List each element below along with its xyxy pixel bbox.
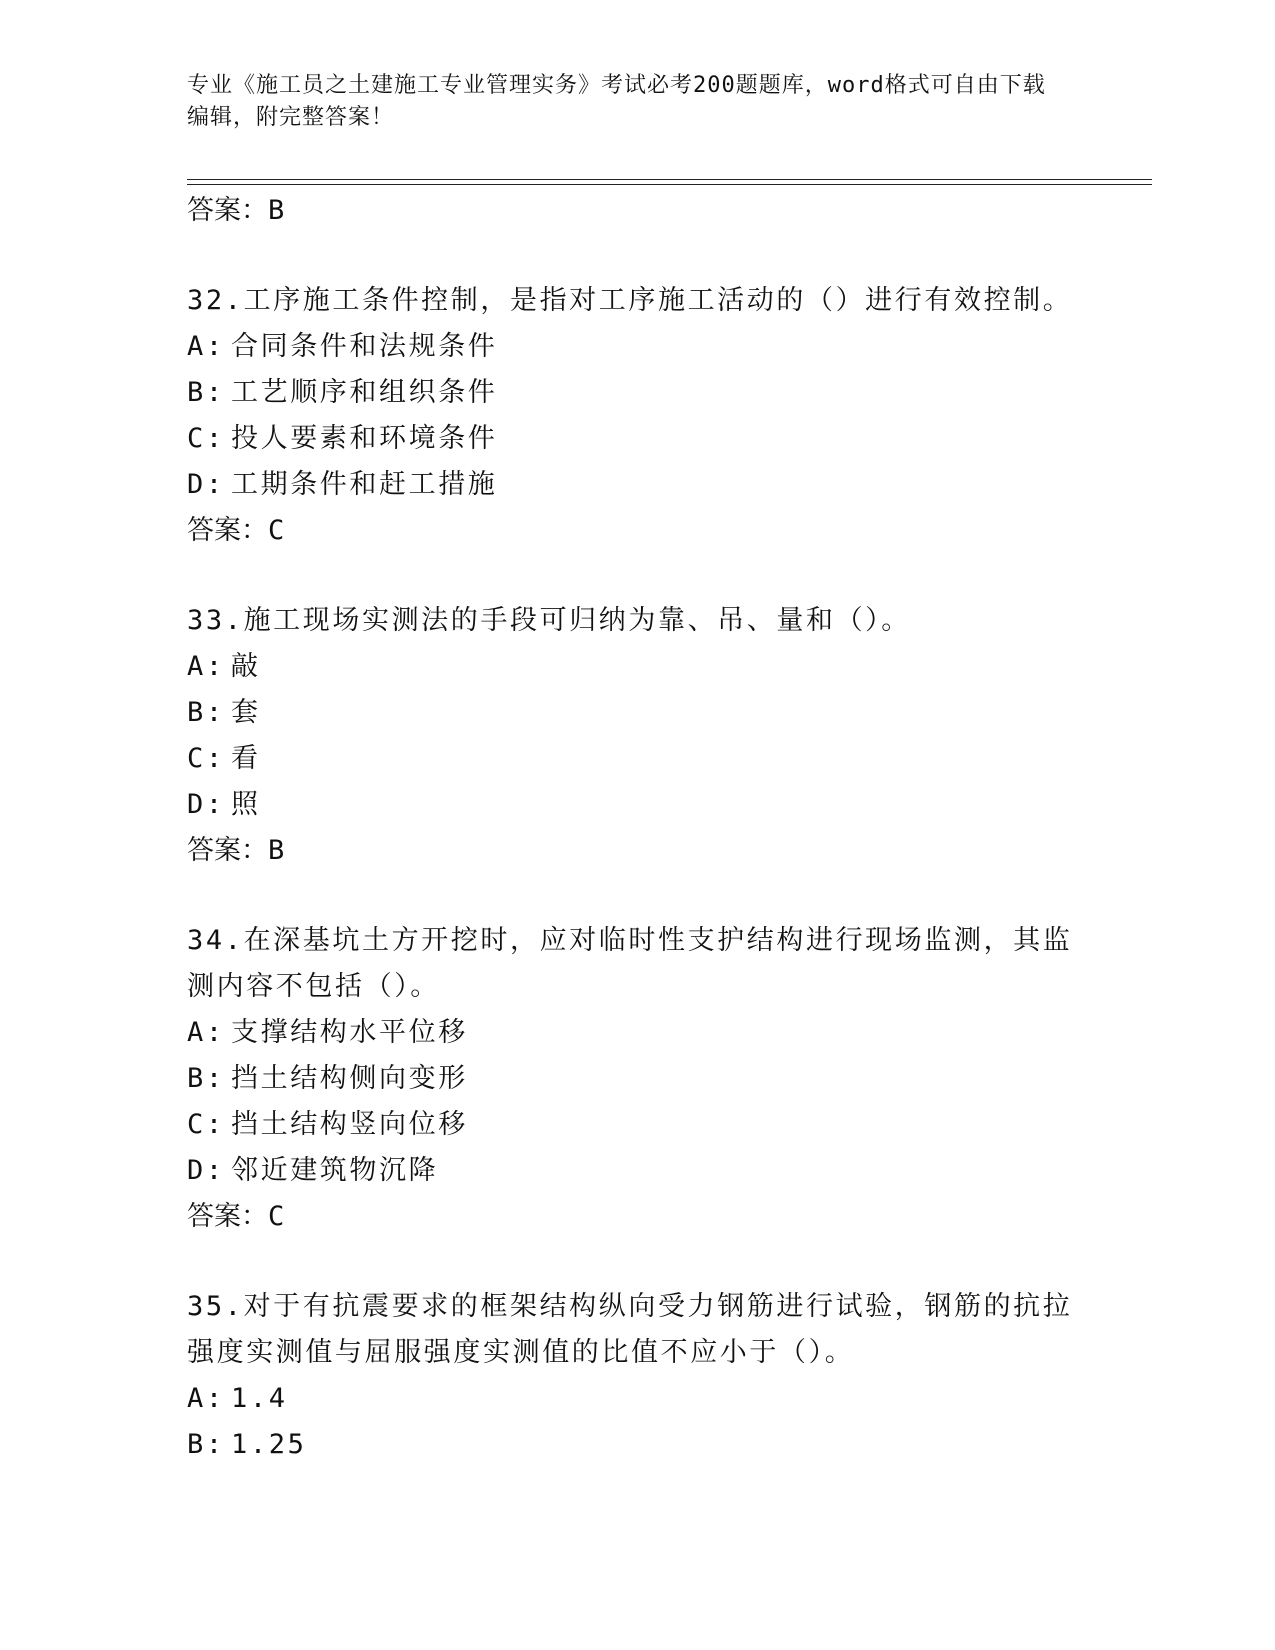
option-text: 合同条件和法规条件 — [231, 331, 498, 362]
header-rule-bottom — [187, 184, 1152, 185]
question-list — [187, 188, 1087, 1468]
answer-line: 答案：C — [187, 1201, 285, 1232]
option-c — [187, 736, 1087, 782]
question-block — [187, 1284, 1087, 1468]
option-text: 1.4 — [231, 1383, 288, 1414]
option-label: B: — [187, 697, 225, 728]
option-text: 投人要素和环境条件 — [231, 423, 498, 454]
option-a — [187, 1010, 1087, 1056]
document-header: 专业《施工员之土建施工专业管理实务》考试必考200题题库，word格式可自由下载编辑，附完整答案！ — [187, 73, 1046, 130]
option-label: D: — [187, 469, 225, 500]
option-c — [187, 1102, 1087, 1148]
option-text: 看 — [231, 743, 261, 774]
question-block — [187, 278, 1087, 554]
option-d — [187, 1148, 1087, 1194]
option-label: B: — [187, 1429, 225, 1460]
option-label: D: — [187, 1155, 225, 1186]
option-label: A: — [187, 651, 225, 682]
option-text: 工期条件和赶工措施 — [231, 469, 498, 500]
answer-line: 答案：C — [187, 515, 285, 546]
question-text: 35.对于有抗震要求的框架结构纵向受力钢筋进行试验，钢筋的抗拉强度实测值与屈服强度实测值的比值不应小于（）。 — [187, 1291, 1073, 1368]
option-text: 支撑结构水平位移 — [231, 1017, 468, 1048]
option-text: 工艺顺序和组织条件 — [231, 377, 498, 408]
option-text: 套 — [231, 697, 261, 728]
option-label: C: — [187, 1109, 225, 1140]
option-c — [187, 416, 1087, 462]
option-text: 挡土结构侧向变形 — [231, 1063, 468, 1094]
option-a — [187, 644, 1087, 690]
option-text: 1.25 — [231, 1429, 307, 1460]
option-b — [187, 1056, 1087, 1102]
option-label: B: — [187, 1063, 225, 1094]
option-label: D: — [187, 789, 225, 820]
option-d — [187, 462, 1087, 508]
option-label: C: — [187, 423, 225, 454]
question-block — [187, 918, 1087, 1240]
option-a — [187, 324, 1087, 370]
option-label: A: — [187, 1383, 225, 1414]
option-text: 照 — [231, 789, 261, 820]
option-label: A: — [187, 331, 225, 362]
question-text: 33.施工现场实测法的手段可归纳为靠、吊、量和（）。 — [187, 605, 911, 636]
option-text: 邻近建筑物沉降 — [231, 1155, 439, 1186]
question-text: 32.工序施工条件控制，是指对工序施工活动的（）进行有效控制。 — [187, 285, 1073, 316]
option-label: A: — [187, 1017, 225, 1048]
option-b — [187, 1422, 1087, 1468]
option-b — [187, 370, 1087, 416]
option-label: B: — [187, 377, 225, 408]
question-text: 34.在深基坑土方开挖时，应对临时性支护结构进行现场监测，其监测内容不包括（）。 — [187, 925, 1073, 1002]
option-text: 敲 — [231, 651, 261, 682]
question-block — [187, 598, 1087, 874]
option-text: 挡土结构竖向位移 — [231, 1109, 468, 1140]
option-a — [187, 1376, 1087, 1422]
header-rule-top — [187, 179, 1152, 180]
option-label: C: — [187, 743, 225, 774]
option-d — [187, 782, 1087, 828]
answer-line: 答案：B — [187, 195, 285, 226]
option-b — [187, 690, 1087, 736]
answer-line: 答案：B — [187, 835, 285, 866]
